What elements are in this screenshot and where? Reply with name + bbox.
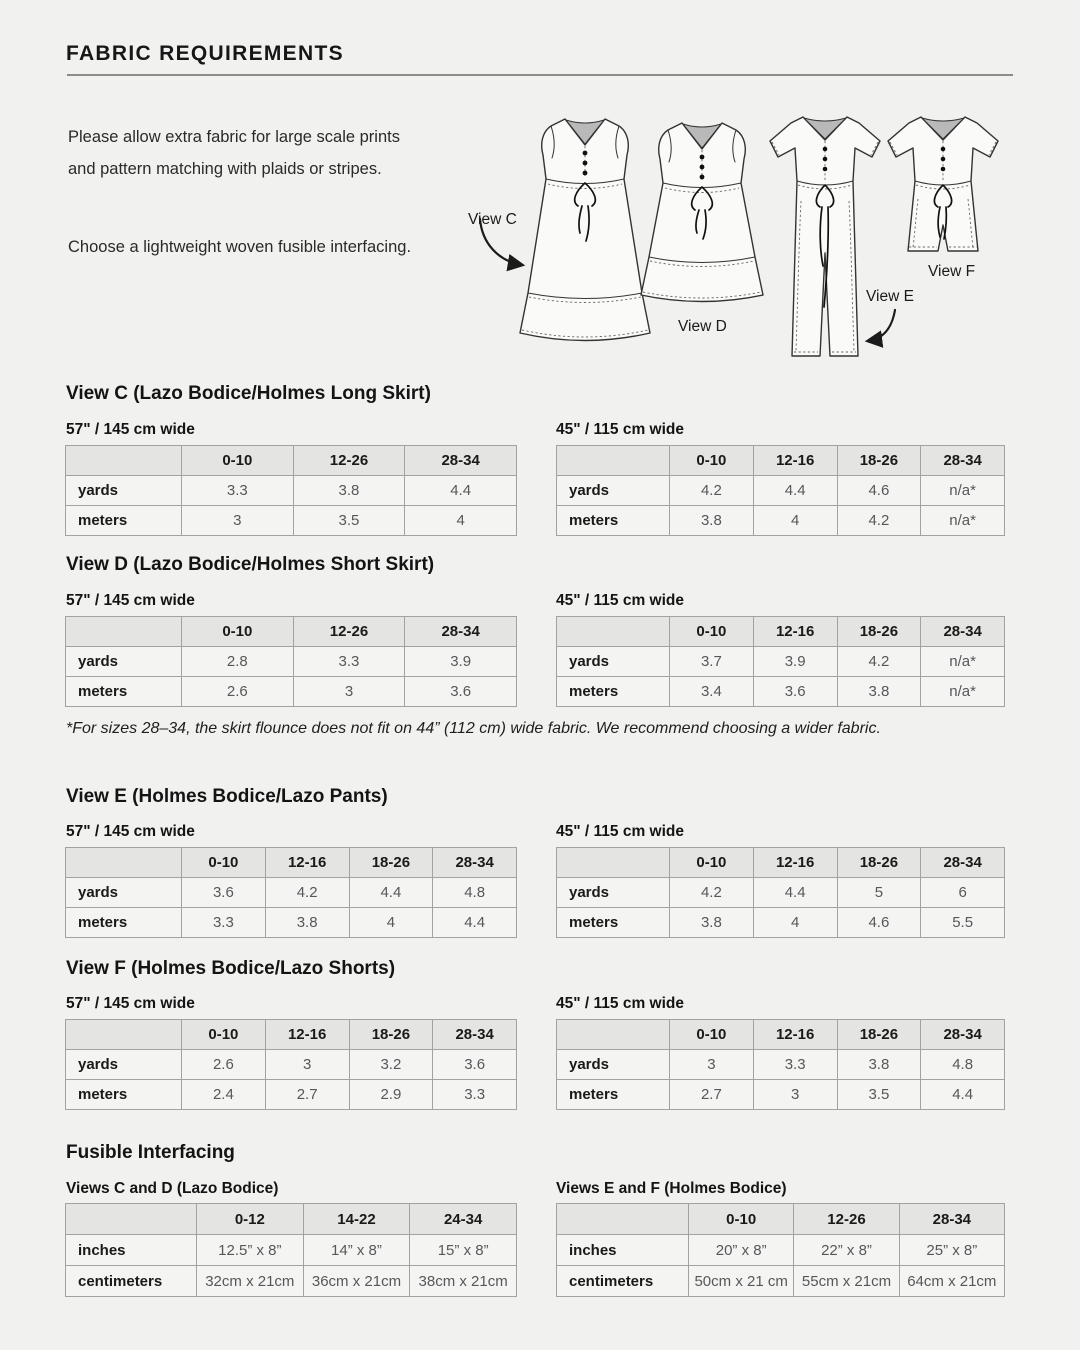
view-e-garment [770,117,880,356]
row-label: inches [557,1235,689,1266]
value-cell: n/a* [921,476,1005,506]
row-label: centimeters [66,1266,197,1297]
size-range-header: 12-16 [753,1020,837,1050]
garment-illustrations [440,95,1025,380]
view-c-table-57 [65,445,517,536]
value-cell: 2.4 [182,1080,266,1110]
table-row [557,1050,1005,1080]
interfacing-table-cd [65,1203,517,1297]
row-label: inches [66,1235,197,1266]
value-cell: 6 [921,878,1005,908]
table-row [557,908,1005,938]
row-label: meters [66,506,182,536]
size-range-header: 12-26 [293,617,405,647]
size-range-header: 18-26 [837,446,921,476]
size-range-header: 28-34 [921,848,1005,878]
row-label: meters [557,908,670,938]
value-cell: 4.8 [921,1050,1005,1080]
row-label: yards [557,647,670,677]
interfacing-subtitle-cd: Views C and D (Lazo Bodice) [66,1180,279,1197]
size-range-header: 12-16 [753,848,837,878]
table-row [66,878,517,908]
view-f-label: View F [928,263,976,280]
value-cell: 3.8 [670,908,754,938]
flounce-footnote: *For sizes 28–34, the skirt flounce does not fit on 44” (112 cm) wide fabric. We recommend choosing a wider fabric. [66,720,881,737]
value-cell: 3.6 [182,878,266,908]
table-row [557,1266,1005,1297]
value-cell: 2.6 [182,677,294,707]
table-header-row [66,446,517,476]
value-cell: 50cm x 21 cm [689,1266,794,1297]
table-corner-cell [557,848,670,878]
size-range-header: 14-22 [303,1204,410,1235]
size-range-header: 18-26 [837,617,921,647]
value-cell: 4 [405,506,517,536]
value-cell: 2.7 [265,1080,349,1110]
view-d-label: View D [678,318,727,335]
size-range-header: 0-12 [197,1204,304,1235]
size-range-header: 0-10 [670,848,754,878]
table-corner-cell [66,1204,197,1235]
value-cell: 15” x 8” [410,1235,517,1266]
size-range-header: 12-16 [265,848,349,878]
size-range-header: 28-34 [433,848,517,878]
value-cell: 32cm x 21cm [197,1266,304,1297]
value-cell: 4.6 [837,476,921,506]
value-cell: 3.6 [433,1050,517,1080]
value-cell: 4.2 [670,878,754,908]
table-row [66,647,517,677]
value-cell: 4.8 [433,878,517,908]
size-range-header: 28-34 [433,1020,517,1050]
value-cell: 4.4 [753,476,837,506]
view-f-garment [888,117,998,251]
intro-paragraph-2: Choose a lightweight woven fusible interfacing. [68,238,412,256]
section-heading-view-d: View D (Lazo Bodice/Holmes Short Skirt) [66,554,435,575]
value-cell: 3.8 [837,677,921,707]
table-corner-cell [66,848,182,878]
view-c-garment [520,119,650,341]
table-corner-cell [557,1204,689,1235]
size-range-header: 0-10 [670,1020,754,1050]
table-row [66,1050,517,1080]
value-cell: 14” x 8” [303,1235,410,1266]
table-row [557,1080,1005,1110]
width-subtitle-57: 57" / 145 cm wide [66,995,195,1012]
width-subtitle-45: 45" / 115 cm wide [556,592,684,609]
value-cell: n/a* [921,677,1005,707]
row-label: meters [557,677,670,707]
size-range-header: 12-16 [753,617,837,647]
value-cell: 2.8 [182,647,294,677]
table-header-row [557,617,1005,647]
view-e-label: View E [866,288,914,305]
size-range-header: 28-34 [921,446,1005,476]
table-corner-cell [557,446,670,476]
value-cell: 3 [670,1050,754,1080]
value-cell: 3.3 [433,1080,517,1110]
size-range-header: 24-34 [410,1204,517,1235]
value-cell: 4.4 [753,878,837,908]
width-subtitle-57: 57" / 145 cm wide [66,592,195,609]
view-c-table-45 [556,445,1005,536]
value-cell: 3.6 [405,677,517,707]
table-row [66,1080,517,1110]
row-label: yards [66,647,182,677]
value-cell: 4.4 [405,476,517,506]
row-label: yards [557,878,670,908]
interfacing-table-ef [556,1203,1005,1297]
value-cell: 12.5” x 8” [197,1235,304,1266]
value-cell: 4.2 [837,506,921,536]
title-divider [67,74,1013,76]
table-header-row [66,1020,517,1050]
value-cell: 5 [837,878,921,908]
view-e-table-57 [65,847,517,938]
view-d-garment [641,123,763,302]
size-range-header: 12-26 [794,1204,899,1235]
value-cell: 4 [753,506,837,536]
size-range-header: 0-10 [670,617,754,647]
table-row [66,476,517,506]
size-range-header: 28-34 [899,1204,1004,1235]
view-f-table-57 [65,1019,517,1110]
interfacing-subtitle-ef: Views E and F (Holmes Bodice) [556,1180,787,1197]
value-cell: 3.8 [837,1050,921,1080]
row-label: yards [66,878,182,908]
value-cell: 55cm x 21cm [794,1266,899,1297]
size-range-header: 18-26 [837,848,921,878]
value-cell: n/a* [921,647,1005,677]
view-e-table-45 [556,847,1005,938]
table-header-row [557,446,1005,476]
table-row [557,506,1005,536]
table-row [66,908,517,938]
table-row [557,476,1005,506]
value-cell: 3 [182,506,294,536]
table-row [66,677,517,707]
section-heading-view-f: View F (Holmes Bodice/Lazo Shorts) [66,958,396,979]
value-cell: 3.5 [837,1080,921,1110]
table-row [557,677,1005,707]
size-range-header: 28-34 [921,1020,1005,1050]
width-subtitle-45: 45" / 115 cm wide [556,995,684,1012]
value-cell: 4.4 [921,1080,1005,1110]
section-heading-interfacing: Fusible Interfacing [66,1142,235,1163]
value-cell: 3 [293,677,405,707]
value-cell: 36cm x 21cm [303,1266,410,1297]
table-row [557,1235,1005,1266]
value-cell: 4.4 [349,878,433,908]
value-cell: 3 [265,1050,349,1080]
table-corner-cell [557,1020,670,1050]
size-range-header: 28-34 [405,617,517,647]
value-cell: 4 [349,908,433,938]
size-range-header: 12-16 [753,446,837,476]
section-heading-view-c: View C (Lazo Bodice/Holmes Long Skirt) [66,383,431,404]
row-label: meters [66,908,182,938]
size-range-header: 12-26 [293,446,405,476]
intro-paragraph-1: Please allow extra fabric for large scale prints and pattern matching with plaids or stripes. [68,128,400,178]
row-label: yards [557,476,670,506]
value-cell: 4.2 [670,476,754,506]
row-label: meters [66,677,182,707]
table-row [66,1266,517,1297]
value-cell: 2.6 [182,1050,266,1080]
value-cell: 3.3 [753,1050,837,1080]
value-cell: 3.7 [670,647,754,677]
row-label: centimeters [557,1266,689,1297]
table-header-row [557,1204,1005,1235]
table-header-row [66,848,517,878]
value-cell: 3 [753,1080,837,1110]
size-range-header: 0-10 [670,446,754,476]
view-c-label: View C [468,211,517,228]
value-cell: 2.7 [670,1080,754,1110]
value-cell: 20” x 8” [689,1235,794,1266]
value-cell: 2.9 [349,1080,433,1110]
table-header-row [66,1204,517,1235]
view-d-table-45 [556,616,1005,707]
value-cell: 25” x 8” [899,1235,1004,1266]
value-cell: 4 [753,908,837,938]
size-range-header: 18-26 [349,848,433,878]
size-range-header: 0-10 [182,617,294,647]
value-cell: 3.3 [293,647,405,677]
width-subtitle-45: 45" / 115 cm wide [556,421,684,438]
view-e-arrow [868,310,895,341]
width-subtitle-57: 57" / 145 cm wide [66,823,195,840]
table-header-row [557,848,1005,878]
table-corner-cell [557,617,670,647]
table-row [557,647,1005,677]
value-cell: 22” x 8” [794,1235,899,1266]
value-cell: 38cm x 21cm [410,1266,517,1297]
table-row [557,878,1005,908]
value-cell: 3.8 [265,908,349,938]
table-row [66,506,517,536]
value-cell: 3.3 [182,476,294,506]
row-label: meters [557,1080,670,1110]
size-range-header: 28-34 [921,617,1005,647]
value-cell: 4.2 [837,647,921,677]
table-row [66,1235,517,1266]
row-label: yards [66,476,182,506]
value-cell: 64cm x 21cm [899,1266,1004,1297]
value-cell: 3.8 [293,476,405,506]
value-cell: 4.2 [265,878,349,908]
view-f-table-45 [556,1019,1005,1110]
table-corner-cell [66,446,182,476]
size-range-header: 0-10 [182,446,294,476]
value-cell: 3.6 [753,677,837,707]
table-corner-cell [66,617,182,647]
value-cell: 3.3 [182,908,266,938]
size-range-header: 0-10 [182,1020,266,1050]
size-range-header: 0-10 [182,848,266,878]
value-cell: 3.2 [349,1050,433,1080]
row-label: yards [66,1050,182,1080]
section-heading-view-e: View E (Holmes Bodice/Lazo Pants) [66,786,388,807]
width-subtitle-57: 57" / 145 cm wide [66,421,195,438]
row-label: yards [557,1050,670,1080]
value-cell: 3.5 [293,506,405,536]
value-cell: 5.5 [921,908,1005,938]
row-label: meters [557,506,670,536]
value-cell: 3.9 [405,647,517,677]
row-label: meters [66,1080,182,1110]
value-cell: n/a* [921,506,1005,536]
size-range-header: 18-26 [837,1020,921,1050]
width-subtitle-45: 45" / 115 cm wide [556,823,684,840]
table-header-row [66,617,517,647]
size-range-header: 18-26 [349,1020,433,1050]
value-cell: 3.9 [753,647,837,677]
view-d-table-57 [65,616,517,707]
value-cell: 4.4 [433,908,517,938]
page-title: FABRIC REQUIREMENTS [66,42,344,65]
value-cell: 3.4 [670,677,754,707]
size-range-header: 28-34 [405,446,517,476]
size-range-header: 12-16 [265,1020,349,1050]
value-cell: 3.8 [670,506,754,536]
table-corner-cell [66,1020,182,1050]
size-range-header: 0-10 [689,1204,794,1235]
value-cell: 4.6 [837,908,921,938]
table-header-row [557,1020,1005,1050]
